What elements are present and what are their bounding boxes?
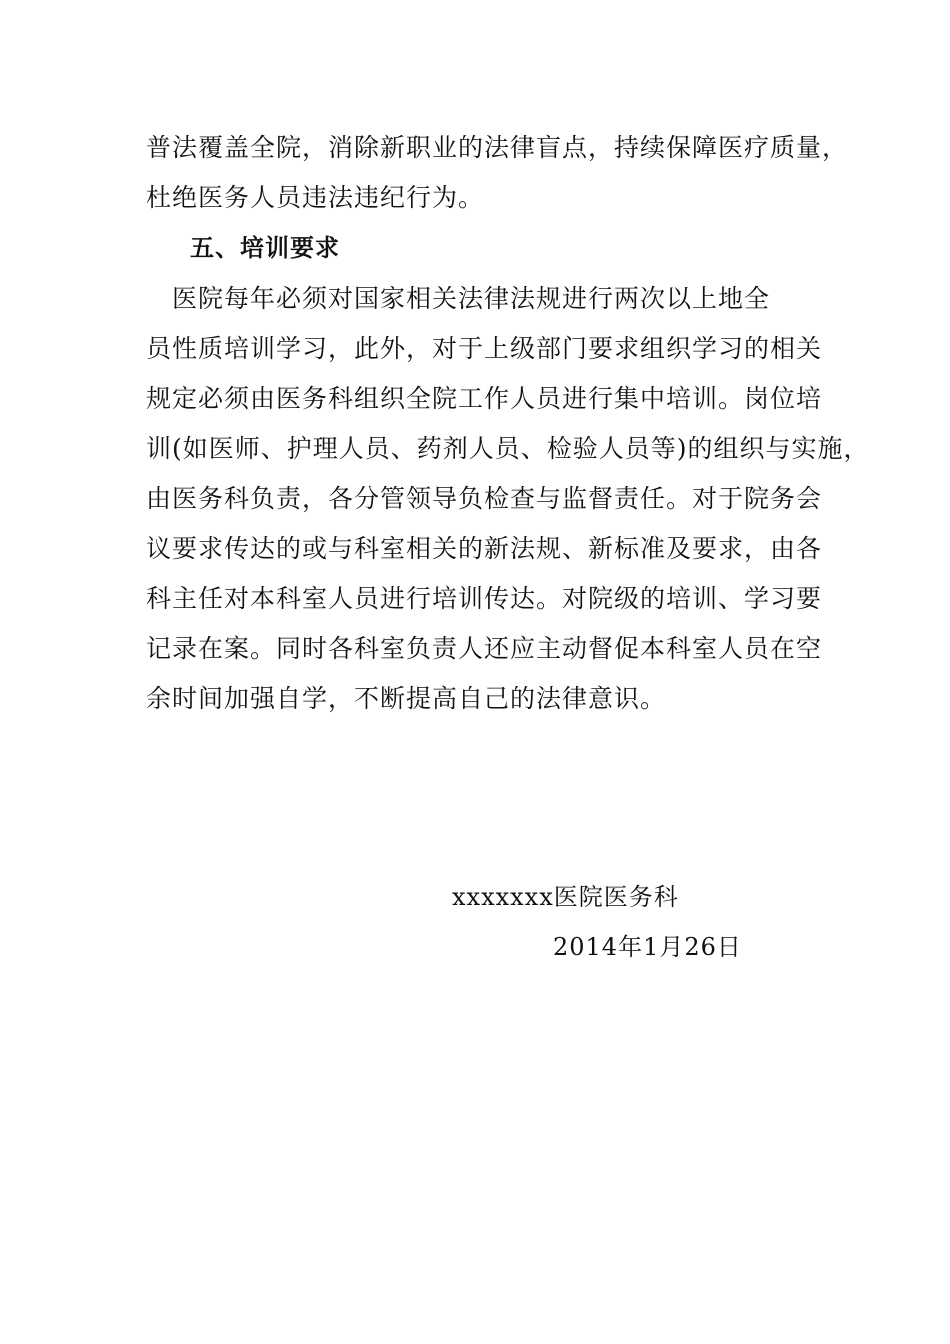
paragraph-line: 规定必须由医务科组织全院工作人员进行集中培训。岗位培 xyxy=(146,384,823,413)
signature-date: 2014年1月26日 xyxy=(553,933,742,961)
paragraph-line: 训(如医师、护理人员、药剂人员、检验人员等)的组织与实施， xyxy=(146,434,870,463)
paragraph-line: 余时间加强自学，不断提高自己的法律意识。 xyxy=(146,684,667,713)
paragraph-line: 员性质培训学习，此外，对于上级部门要求组织学习的相关 xyxy=(146,334,823,363)
paragraph-line: 科主任对本科室人员进行培训传达。对院级的培训、学习要 xyxy=(146,584,823,613)
paragraph-line: 议要求传达的或与科室相关的新法规、新标准及要求，由各 xyxy=(146,534,823,563)
paragraph-line: 由医务科负责，各分管领导负检查与监督责任。对于院务会 xyxy=(146,484,823,513)
intro-line-1: 普法覆盖全院，消除新职业的法律盲点，持续保障医疗质量， xyxy=(146,133,849,162)
intro-line-2: 杜绝医务人员违法违纪行为。 xyxy=(146,183,485,212)
paragraph-line: 记录在案。同时各科室负责人还应主动督促本科室人员在空 xyxy=(146,634,823,663)
section-heading: 五、培训要求 xyxy=(190,234,340,262)
paragraph-line: 医院每年必须对国家相关法律法规进行两次以上地全 xyxy=(146,284,771,313)
signature-organization: xxxxxxx医院医务科 xyxy=(452,883,679,911)
